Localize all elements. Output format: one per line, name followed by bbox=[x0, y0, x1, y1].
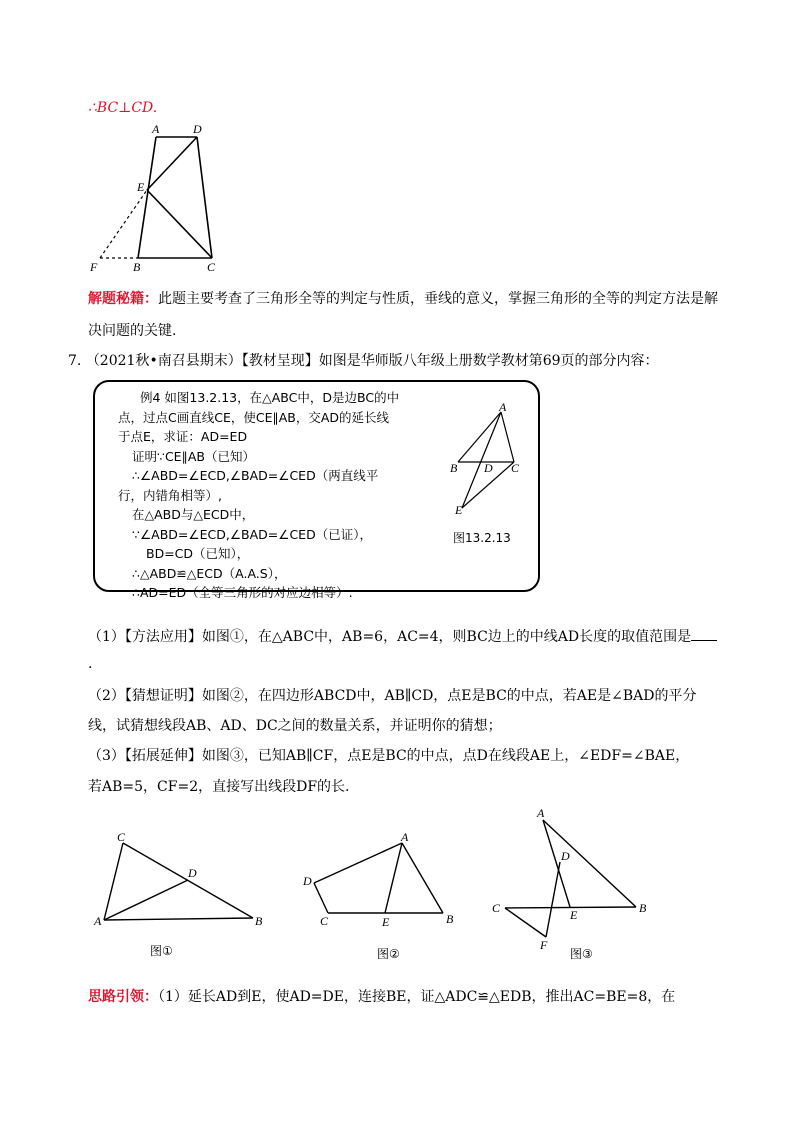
box-line: 在△ABD与△ECD中， bbox=[132, 507, 255, 522]
answer-blank[interactable] bbox=[691, 626, 717, 641]
box-line: ∴AD=ED（全等三角形的对应边相等）. bbox=[132, 585, 353, 600]
fig1-caption: 图① bbox=[150, 944, 173, 958]
fig1-label-a: A bbox=[94, 914, 102, 928]
problem-source: （2021秋•南召县期末）【教材呈现】如图是华师版八年级上册数学教材第69页的部分内容： bbox=[85, 353, 659, 369]
box-line: ∵∠ABD=∠ECD,∠BAD=∠CED（已证）， bbox=[132, 526, 372, 542]
box-line: ∴∠ABD=∠ECD,∠BAD=∠CED（两直线平 bbox=[132, 468, 379, 483]
conclusion-text: ∴BC⊥CD. bbox=[88, 100, 158, 116]
fig3-label-f: F bbox=[540, 938, 548, 952]
box-line: BD=CD（已知）， bbox=[146, 546, 250, 561]
fig2-label-a: A bbox=[401, 830, 409, 844]
box-line: 证明∵CE∥AB（已知） bbox=[132, 448, 255, 464]
fig1-label-d: D bbox=[188, 866, 197, 880]
fig2-label-e: E bbox=[382, 915, 390, 929]
tb-label-e: E bbox=[455, 503, 463, 517]
fig3-caption: 图③ bbox=[570, 947, 593, 961]
hint-line bbox=[88, 987, 675, 1007]
tb-label-a: A bbox=[499, 400, 507, 414]
hint-label: 思路引领： bbox=[88, 989, 158, 1005]
box-line: 点，过点C画直线CE，使CE∥AB，交AD的延长线 bbox=[118, 409, 390, 425]
problem-header bbox=[68, 351, 659, 371]
fig3-label-e: E bbox=[570, 908, 578, 922]
box-line: 于点E，求证：AD=ED bbox=[118, 429, 248, 444]
question-2-line-2: 线，试猜想线段AB、AD、DC之间的数量关系，并证明你的猜想； bbox=[88, 718, 502, 734]
textbook-box-text bbox=[118, 388, 399, 603]
top-fig-label-f: F bbox=[90, 260, 98, 274]
fig3-label-d: D bbox=[561, 849, 570, 863]
question-3-line-2: 若AB=5，CF=2，直接写出线段DF的长. bbox=[88, 779, 350, 795]
tb-figure-caption: 图13.2.13 bbox=[453, 531, 511, 545]
fig2-caption: 图② bbox=[377, 947, 400, 961]
box-line: 例4 如图13.2.13，在△ABC中，D是边BC的中 bbox=[140, 390, 400, 405]
hint-text: （1）延长AD到E，使AD=DE，连接BE，证△ADC≌△EDB，推出AC=BE=8，在 bbox=[158, 989, 676, 1005]
box-line: ∴△ABD≌△ECD（A.A.S）， bbox=[132, 565, 287, 581]
box-line: 行，内错角相等）, bbox=[118, 487, 222, 503]
top-fig-label-d: D bbox=[193, 122, 202, 136]
fig3-label-b: B bbox=[639, 901, 647, 915]
top-fig-label-c: C bbox=[207, 260, 216, 274]
tip-label: 解题秘籍： bbox=[88, 291, 158, 307]
tip-text-1: 此题主要考查了三角形全等的判定与性质，垂线的意义，掌握三角形的全等的判定方法是解 bbox=[158, 291, 718, 307]
top-fig-label-b: B bbox=[133, 260, 141, 274]
tb-label-c: C bbox=[511, 461, 520, 475]
fig1-label-c: C bbox=[117, 830, 126, 844]
question-3-line-1: （3）【拓展延伸】如图③，已知AB∥CF，点E是BC的中点，点D在线段AE上，∠EDF=∠BAE， bbox=[88, 748, 690, 764]
tip-line-1 bbox=[88, 289, 718, 309]
question-1-text: （1）【方法应用】如图①，在△ABC中，AB=6，AC=4，则BC边上的中线AD长度的取值范围是 bbox=[88, 629, 692, 645]
fig3-label-a: A bbox=[537, 806, 545, 820]
problem-number: 7. bbox=[68, 353, 82, 369]
question-1-end: . bbox=[88, 656, 93, 672]
fig2-label-b: B bbox=[446, 912, 454, 926]
tb-label-d: D bbox=[484, 461, 493, 475]
fig2-label-d: D bbox=[303, 874, 312, 888]
tb-label-b: B bbox=[450, 461, 458, 475]
question-2-line-1: （2）【猜想证明】如图②，在四边形ABCD中，AB∥CD，点E是BC的中点，若AE是∠BAD的平分 bbox=[88, 688, 697, 704]
fig3-label-c: C bbox=[492, 901, 501, 915]
fig1-label-b: B bbox=[255, 914, 263, 928]
fig2-label-c: C bbox=[320, 914, 329, 928]
question-1 bbox=[88, 626, 717, 647]
tip-text-2: 决问题的关键. bbox=[88, 323, 177, 339]
top-fig-label-e: E bbox=[137, 180, 145, 194]
top-fig-label-a: A bbox=[152, 122, 160, 136]
